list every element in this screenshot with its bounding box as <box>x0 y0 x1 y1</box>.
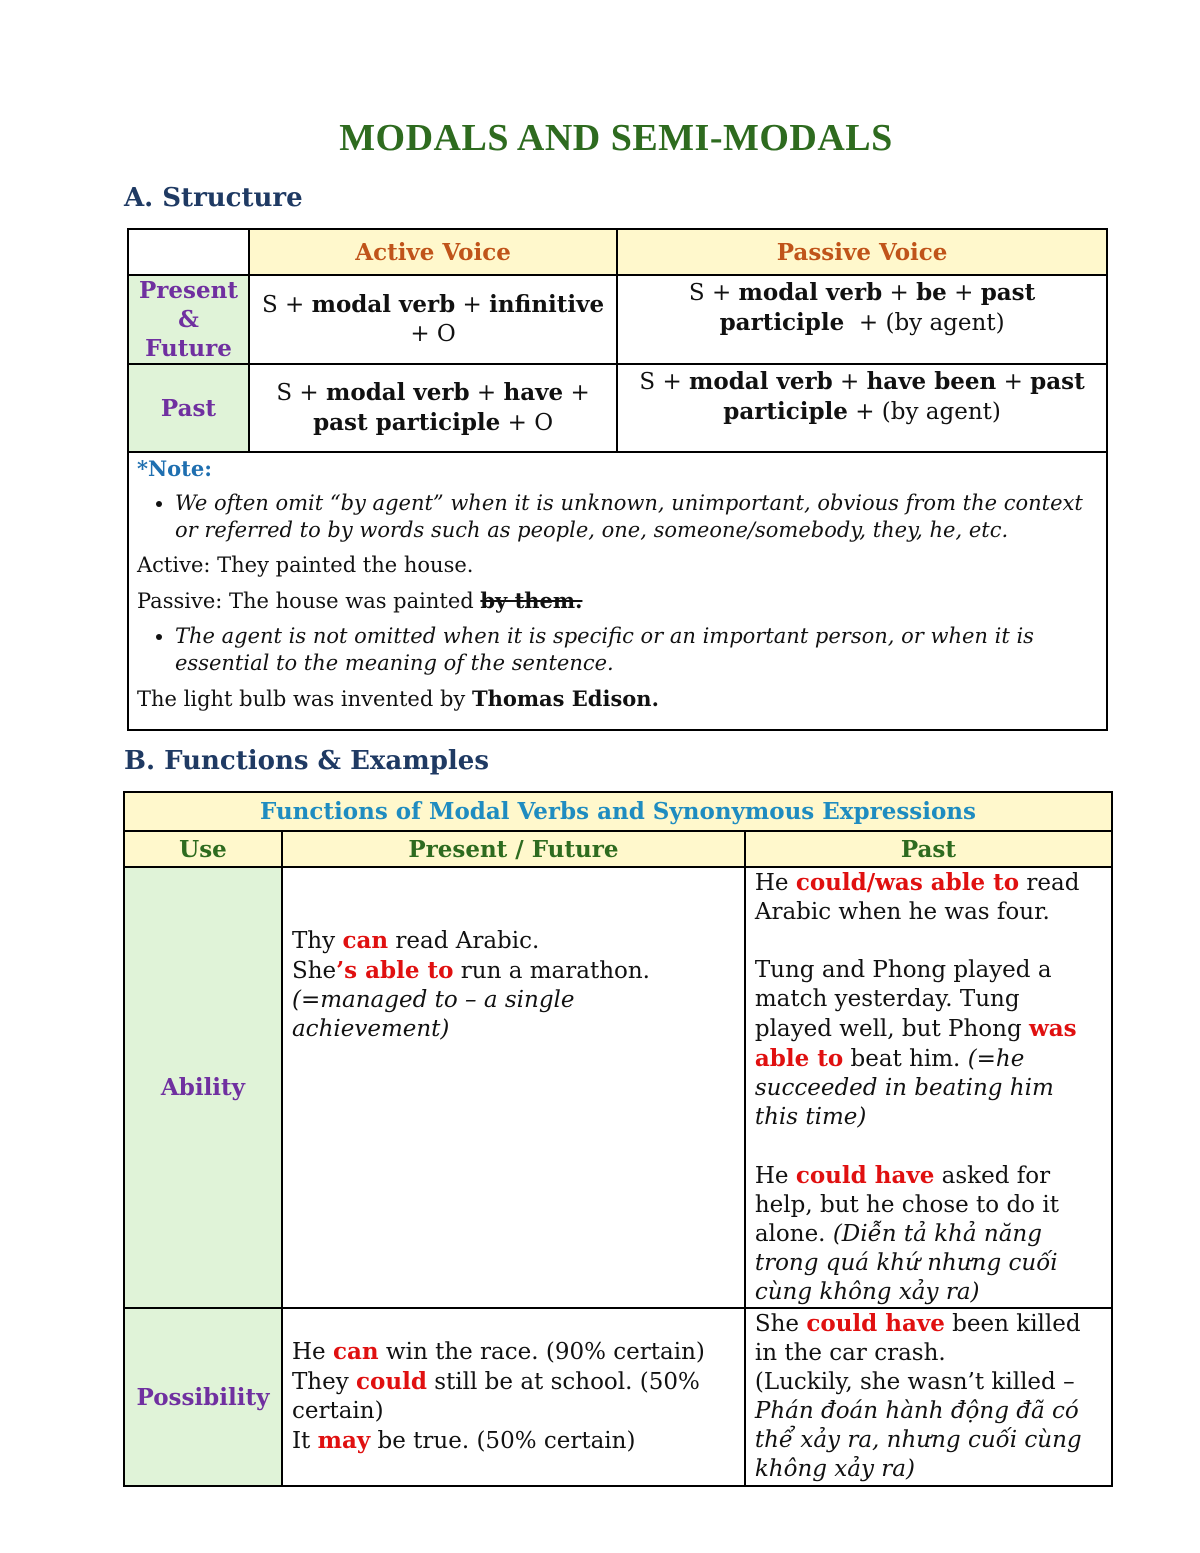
ability-past-example-2: Tung and Phong played a match yesterday. Tung played well, but Phong was able to beat him. (=he succeeded in beating him this time) <box>754 957 1077 1130</box>
note-list-2 <box>137 623 1096 677</box>
possibility-present-examples <box>282 1308 745 1486</box>
note-bullet-1: • We often omit “by agent” when it is unknown, unimportant, obvious from the context or referred to by words such as people, one, someone/somebody, they, he, etc. <box>175 490 1096 544</box>
possibility-past-comment: (Luckily, she wasn’t killed – Phán đoán hành động đã có thể xảy ra, nhưng cuối cùng không xảy ra) <box>754 1369 1082 1482</box>
functions-table-title: Functions of Modal Verbs and Synonymous Expressions <box>124 792 1112 831</box>
use-possibility: Possibility <box>124 1308 282 1486</box>
section-b-heading: B. Functions & Examples <box>124 746 489 776</box>
ability-present-note: (=managed to – a single achievement) <box>291 987 575 1042</box>
present-active-formula: S + modal verb + infinitive + O <box>249 275 617 364</box>
possibility-past-examples <box>745 1308 1112 1486</box>
possibility-present-line-2: They could still be at school. (50% certain) <box>291 1368 700 1424</box>
note-cell <box>128 452 1107 730</box>
ability-present-line-2: She’s able to run a marathon. <box>291 957 650 984</box>
note-label: *Note: <box>137 456 212 481</box>
col-header-past: Past <box>745 831 1112 867</box>
ability-past-example-3: He could have asked for help, but he chose to do it alone. (Diễn tả khả năng trong quá khứ nhưng cuối cùng không xảy ra) <box>754 1162 1059 1305</box>
possibility-present-line-1: He can win the race. (90% certain) <box>291 1338 705 1365</box>
past-active-formula: S + modal verb + have + past participle + O <box>249 364 617 452</box>
empty-corner-cell <box>128 229 249 275</box>
col-header-passive: Passive Voice <box>617 229 1107 275</box>
col-header-use: Use <box>124 831 282 867</box>
present-passive-formula: S + modal verb + be + past participle + (by agent) <box>617 275 1107 364</box>
passive-example: Passive: The house was painted by them. <box>137 588 583 613</box>
row-header-past: Past <box>128 364 249 452</box>
structure-table <box>127 228 1108 731</box>
note-list-1 <box>137 490 1096 544</box>
edison-example: The light bulb was invented by Thomas Edison. <box>137 686 659 711</box>
active-example: Active: They painted the house. <box>137 553 474 577</box>
ability-past-example-1: He could/was able to read Arabic when he was four. <box>754 869 1080 925</box>
ability-past-examples <box>745 867 1112 1308</box>
ability-present-examples <box>282 867 745 1308</box>
row-header-present-future: Present & Future <box>128 275 249 364</box>
use-ability: Ability <box>124 867 282 1308</box>
col-header-active: Active Voice <box>249 229 617 275</box>
page-title: MODALS AND SEMI-MODALS <box>339 117 893 159</box>
col-header-present-future: Present / Future <box>282 831 745 867</box>
section-a-heading: A. Structure <box>124 183 303 213</box>
ability-present-line-1: Thy can read Arabic. <box>291 927 540 954</box>
functions-table <box>123 791 1113 1487</box>
possibility-present-line-3: It may be true. (50% certain) <box>291 1427 636 1454</box>
note-bullet-2: • The agent is not omitted when it is specific or an important person, or when it is essential to the meaning of the sentence. <box>175 623 1096 677</box>
possibility-past-line: She could have been killed in the car crash. <box>754 1310 1081 1366</box>
past-passive-formula: S + modal verb + have been + past participle + (by agent) <box>617 364 1107 452</box>
